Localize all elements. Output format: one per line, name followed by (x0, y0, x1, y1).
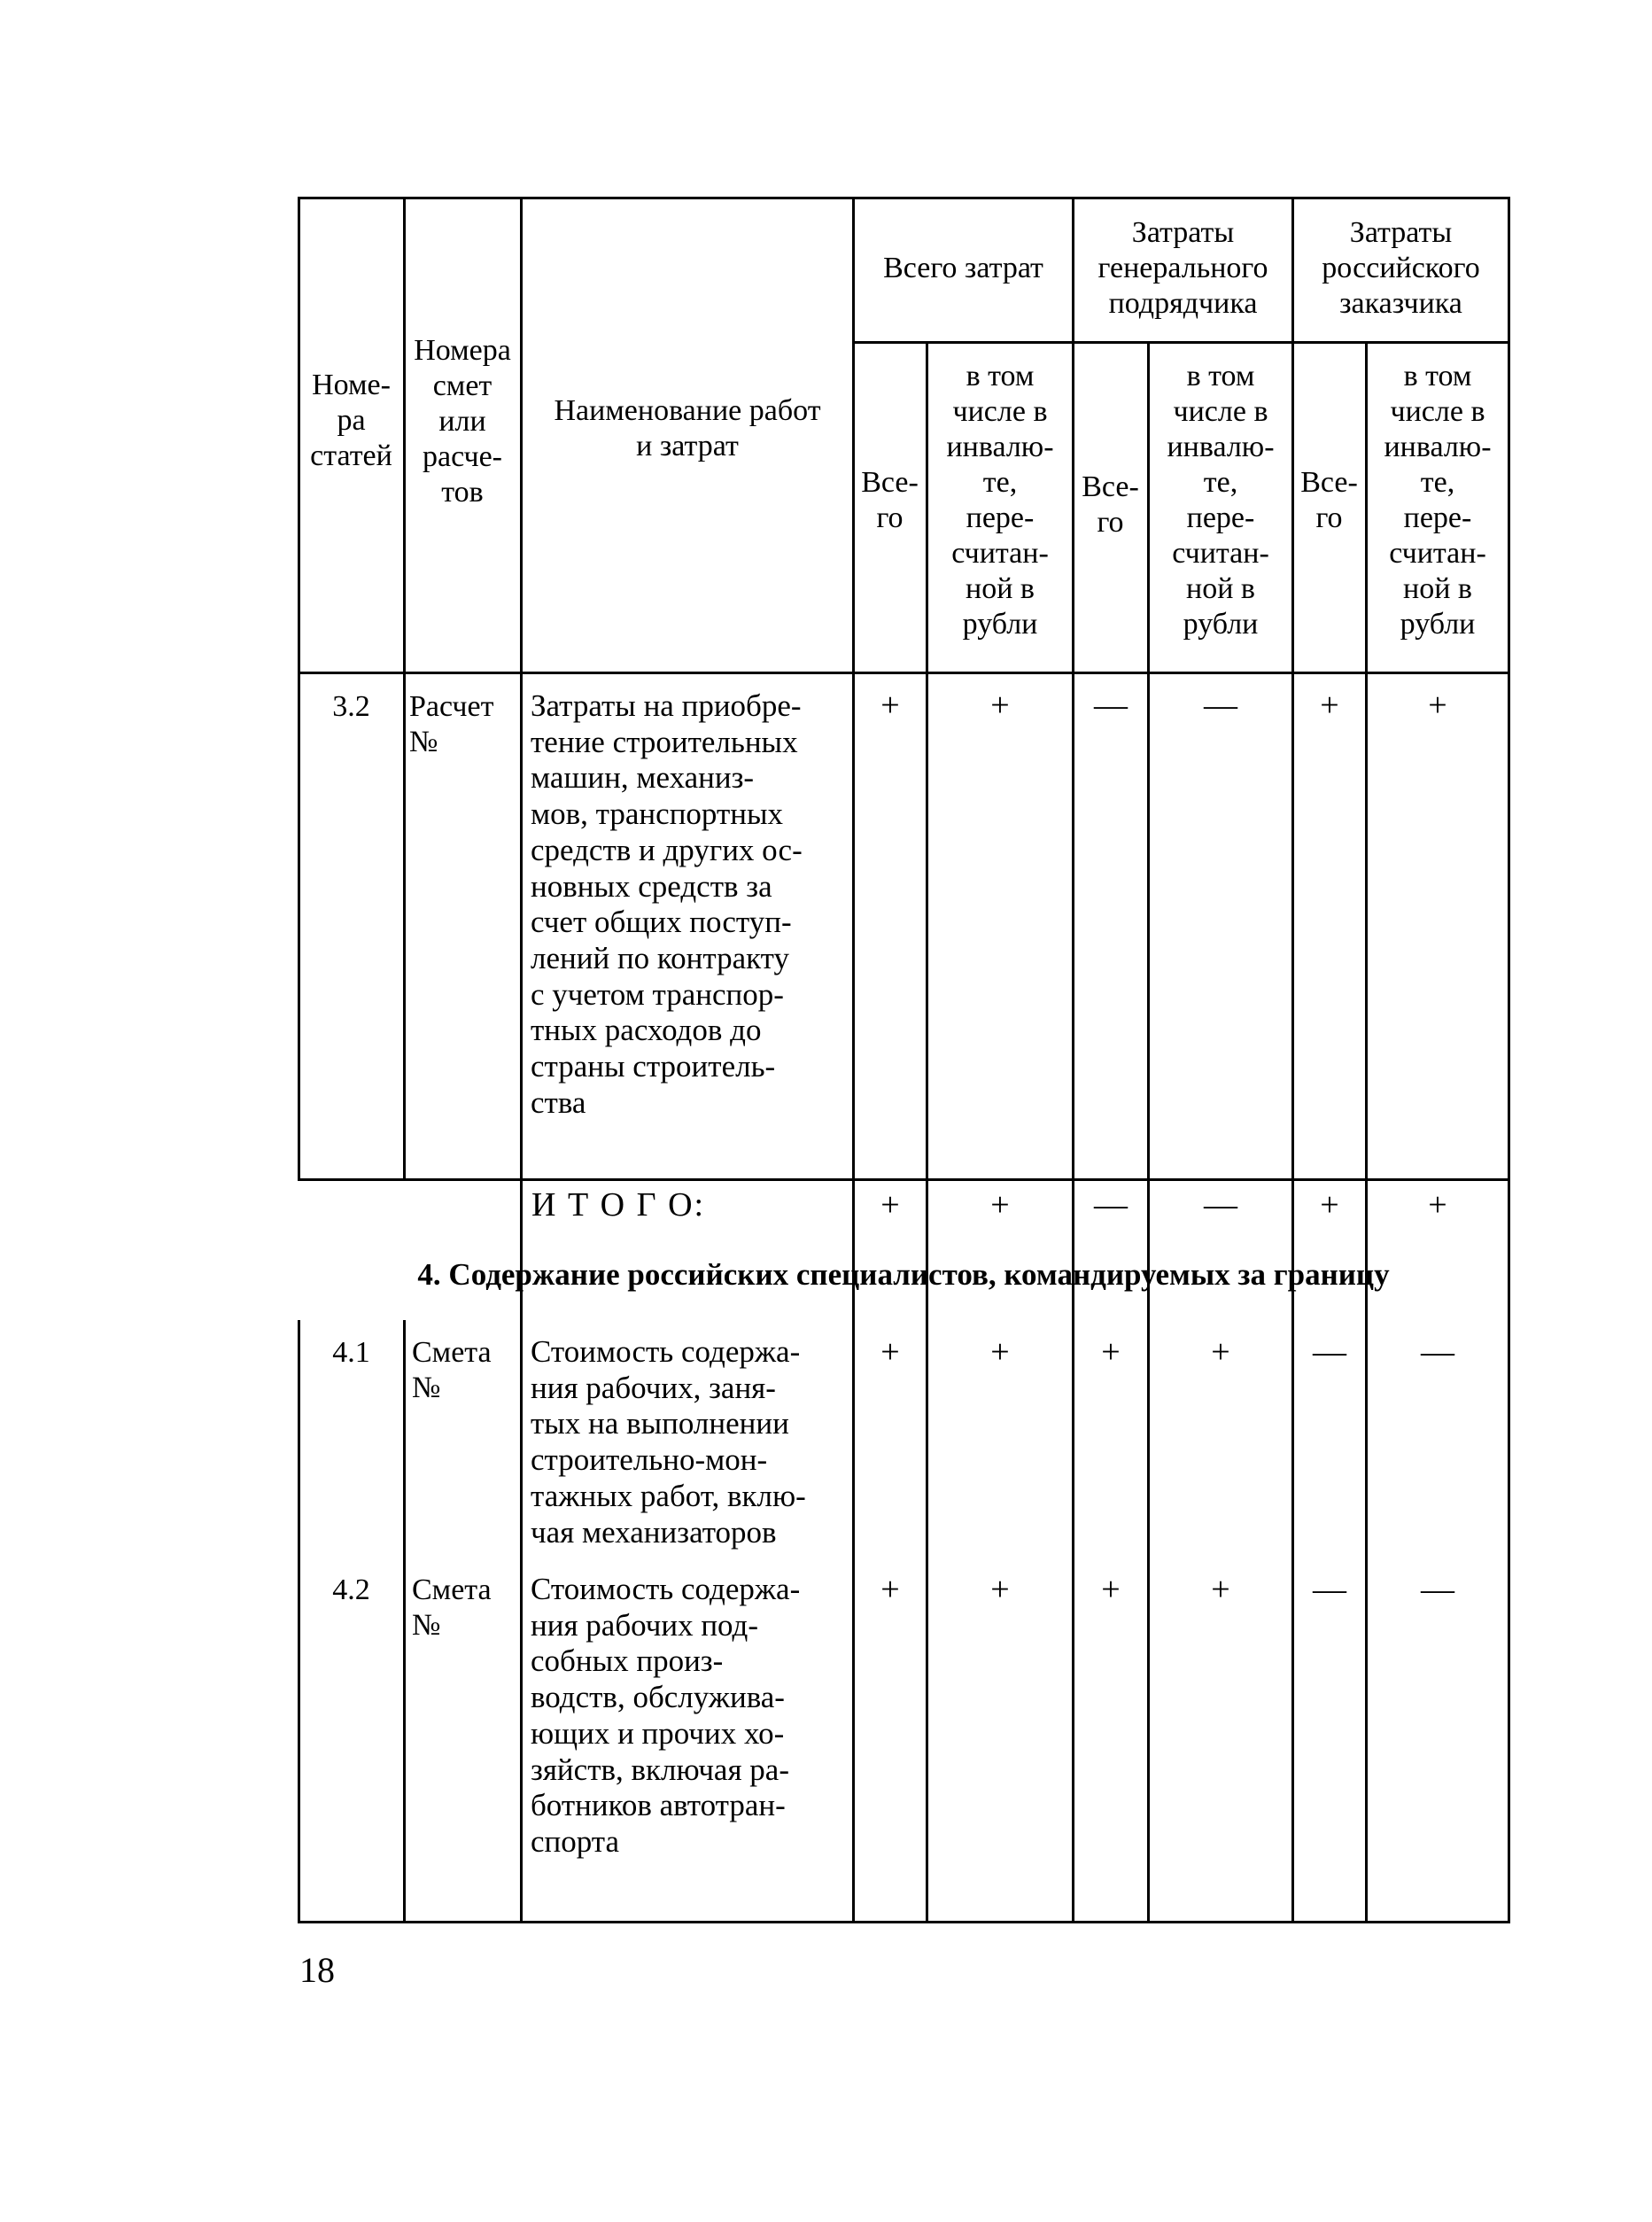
total-mark-total-currency: + (990, 1186, 1010, 1224)
row-4-1-mark-general-currency: + (1211, 1333, 1230, 1371)
s4-right-border (1508, 1320, 1510, 1923)
row-4-2-mark-russian-currency: — (1421, 1571, 1454, 1608)
row-4-1-mark-total-currency: + (990, 1333, 1010, 1371)
header-article-number: Номе- ра статей (310, 369, 392, 472)
row-3-2-mark-russian-all: + (1320, 687, 1339, 724)
row-3-2-name-line: мов, транспортных (531, 796, 784, 832)
s4-col-divider-1 (403, 1320, 406, 1923)
total-mark-general-currency: — (1204, 1186, 1237, 1224)
row-4-2-name-line: водств, обслужива- (531, 1680, 785, 1715)
row-4-1-number: 4.1 (332, 1336, 370, 1369)
section-4-title: 4. Содержание российских специалистов, командируемых за границу (417, 1257, 1390, 1292)
header-total-currency: в том числе в инвалю- те, пере- считан- ной в рубли (946, 360, 1054, 641)
s4-col-divider-4 (926, 1320, 928, 1923)
total-mark-russian-currency: + (1428, 1186, 1447, 1224)
row-3-2-mark-russian-currency: + (1428, 687, 1447, 724)
row-4-1-estimate: Смета № (412, 1336, 492, 1404)
row-3-2-mark-general-currency: — (1204, 687, 1237, 724)
row-4-2-mark-general-all: + (1101, 1571, 1121, 1608)
row-3-2-name-line: новных средств за (531, 868, 772, 904)
table-bottom-border (298, 1921, 1509, 1923)
header-group-divider (852, 341, 1509, 344)
s4-left-border (298, 1320, 300, 1923)
row-4-1-name-line: ния рабочих, заня- (531, 1370, 776, 1405)
row-3-2-name-line: средств и других ос- (531, 832, 803, 867)
row-4-1-name-line: строительно-мон- (531, 1442, 768, 1478)
s4-col-divider-7 (1291, 1320, 1294, 1923)
row-4-2-name-line: Стоимость содержа- (531, 1572, 801, 1606)
header-work-name: Наименование работ и затрат (554, 394, 821, 462)
total-mark-total-all: + (880, 1186, 900, 1224)
s4-col-divider-3 (852, 1320, 855, 1923)
s4-col-divider-8 (1365, 1320, 1368, 1923)
row-3-2-name-line: тение строительных (531, 724, 798, 759)
row-3-2-name-line: страны строитель- (531, 1049, 776, 1084)
table-top-border (298, 197, 1509, 199)
row-3-2-mark-general-all: — (1094, 687, 1128, 724)
row-4-2-name-line: собных произ- (531, 1643, 724, 1679)
row-3-2-name (531, 688, 846, 1121)
row-4-2-name-line: спорта (531, 1823, 620, 1859)
s4-col-divider-6 (1147, 1320, 1150, 1923)
row-4-2-mark-total-all: + (880, 1571, 900, 1608)
table-left-border (298, 197, 300, 1180)
row-4-2-name-line: ния рабочих под- (531, 1607, 759, 1643)
table-right-border (1508, 197, 1510, 1441)
row-3-2-name-line: ства (531, 1084, 586, 1120)
header-group-total: Всего затрат (883, 252, 1043, 284)
header-bottom-border (298, 672, 1509, 674)
row-4-1-mark-total-all: + (880, 1333, 900, 1371)
row-3-2-name-line: машин, механиз- (531, 760, 755, 796)
row-4-2-name-line: зяйств, включая ра- (531, 1752, 789, 1787)
row-3-2-number: 3.2 (332, 690, 370, 723)
row-4-2-mark-total-currency: + (990, 1571, 1010, 1608)
row-3-2-name-line: с учетом транспор- (531, 976, 784, 1012)
header-estimate-number: Номера смет или расче- тов (414, 334, 511, 509)
row-4-2-estimate: Смета № (412, 1573, 492, 1642)
col-divider-7 (1291, 197, 1294, 1441)
row-4-1-name (531, 1334, 846, 1550)
header-general-all: Все- го (1082, 470, 1139, 539)
col-divider-3 (852, 197, 855, 1441)
row-3-2-name-line: лений по контракту (531, 940, 790, 975)
header-russian-currency: в том числе в инвалю- те, пере- считан- ной в рубли (1384, 360, 1492, 641)
header-group-general: Затраты генерального подрядчика (1097, 216, 1268, 320)
row-4-2-name (531, 1572, 846, 1861)
row-4-1-mark-russian-currency: — (1421, 1333, 1454, 1371)
row-3-2-mark-total-currency: + (990, 687, 1010, 724)
col-divider-2 (520, 197, 523, 1441)
row-4-1-mark-general-all: + (1101, 1333, 1121, 1371)
total-mark-russian-all: + (1320, 1186, 1339, 1224)
row-3-2-name-line: счет общих поступ- (531, 905, 792, 940)
total-mark-general-all: — (1094, 1186, 1128, 1224)
header-total-all: Все- го (861, 466, 919, 534)
row-4-1-mark-russian-all: — (1313, 1333, 1346, 1371)
s4-col-divider-5 (1072, 1320, 1074, 1923)
total-label: И Т О Г О: (531, 1186, 706, 1224)
row-4-2-number: 4.2 (332, 1573, 370, 1606)
row-3-2-name-line: тных расходов до (531, 1013, 762, 1048)
header-russian-all: Все- го (1300, 466, 1358, 534)
col-divider-5 (1072, 197, 1074, 1441)
header-general-currency: в том числе в инвалю- те, пере- считан- ной в рубли (1167, 360, 1275, 641)
row-4-2-mark-russian-all: — (1313, 1571, 1346, 1608)
row-4-1-name-line: чая механизаторов (531, 1514, 777, 1550)
row-4-2-name-line: ющих и прочих хо- (531, 1715, 785, 1751)
row-3-2-mark-total-all: + (880, 687, 900, 724)
row-3-2-name-line: Затраты на приобре- (531, 688, 802, 723)
row-4-1-name-line: тажных работ, вклю- (531, 1478, 806, 1513)
page-number: 18 (299, 1950, 335, 1990)
row-3-2-bottom-border (298, 1178, 1509, 1181)
row-4-2-mark-general-currency: + (1211, 1571, 1230, 1608)
row-3-2-estimate: Расчет № (409, 690, 494, 758)
s4-col-divider-2 (520, 1320, 523, 1923)
row-4-2-name-line: ботников автотран- (531, 1788, 786, 1823)
row-4-1-name-line: Стоимость содержа- (531, 1334, 801, 1369)
header-group-russian: Затраты российского заказчика (1322, 216, 1480, 320)
row-4-1-name-line: тых на выполнении (531, 1406, 789, 1441)
